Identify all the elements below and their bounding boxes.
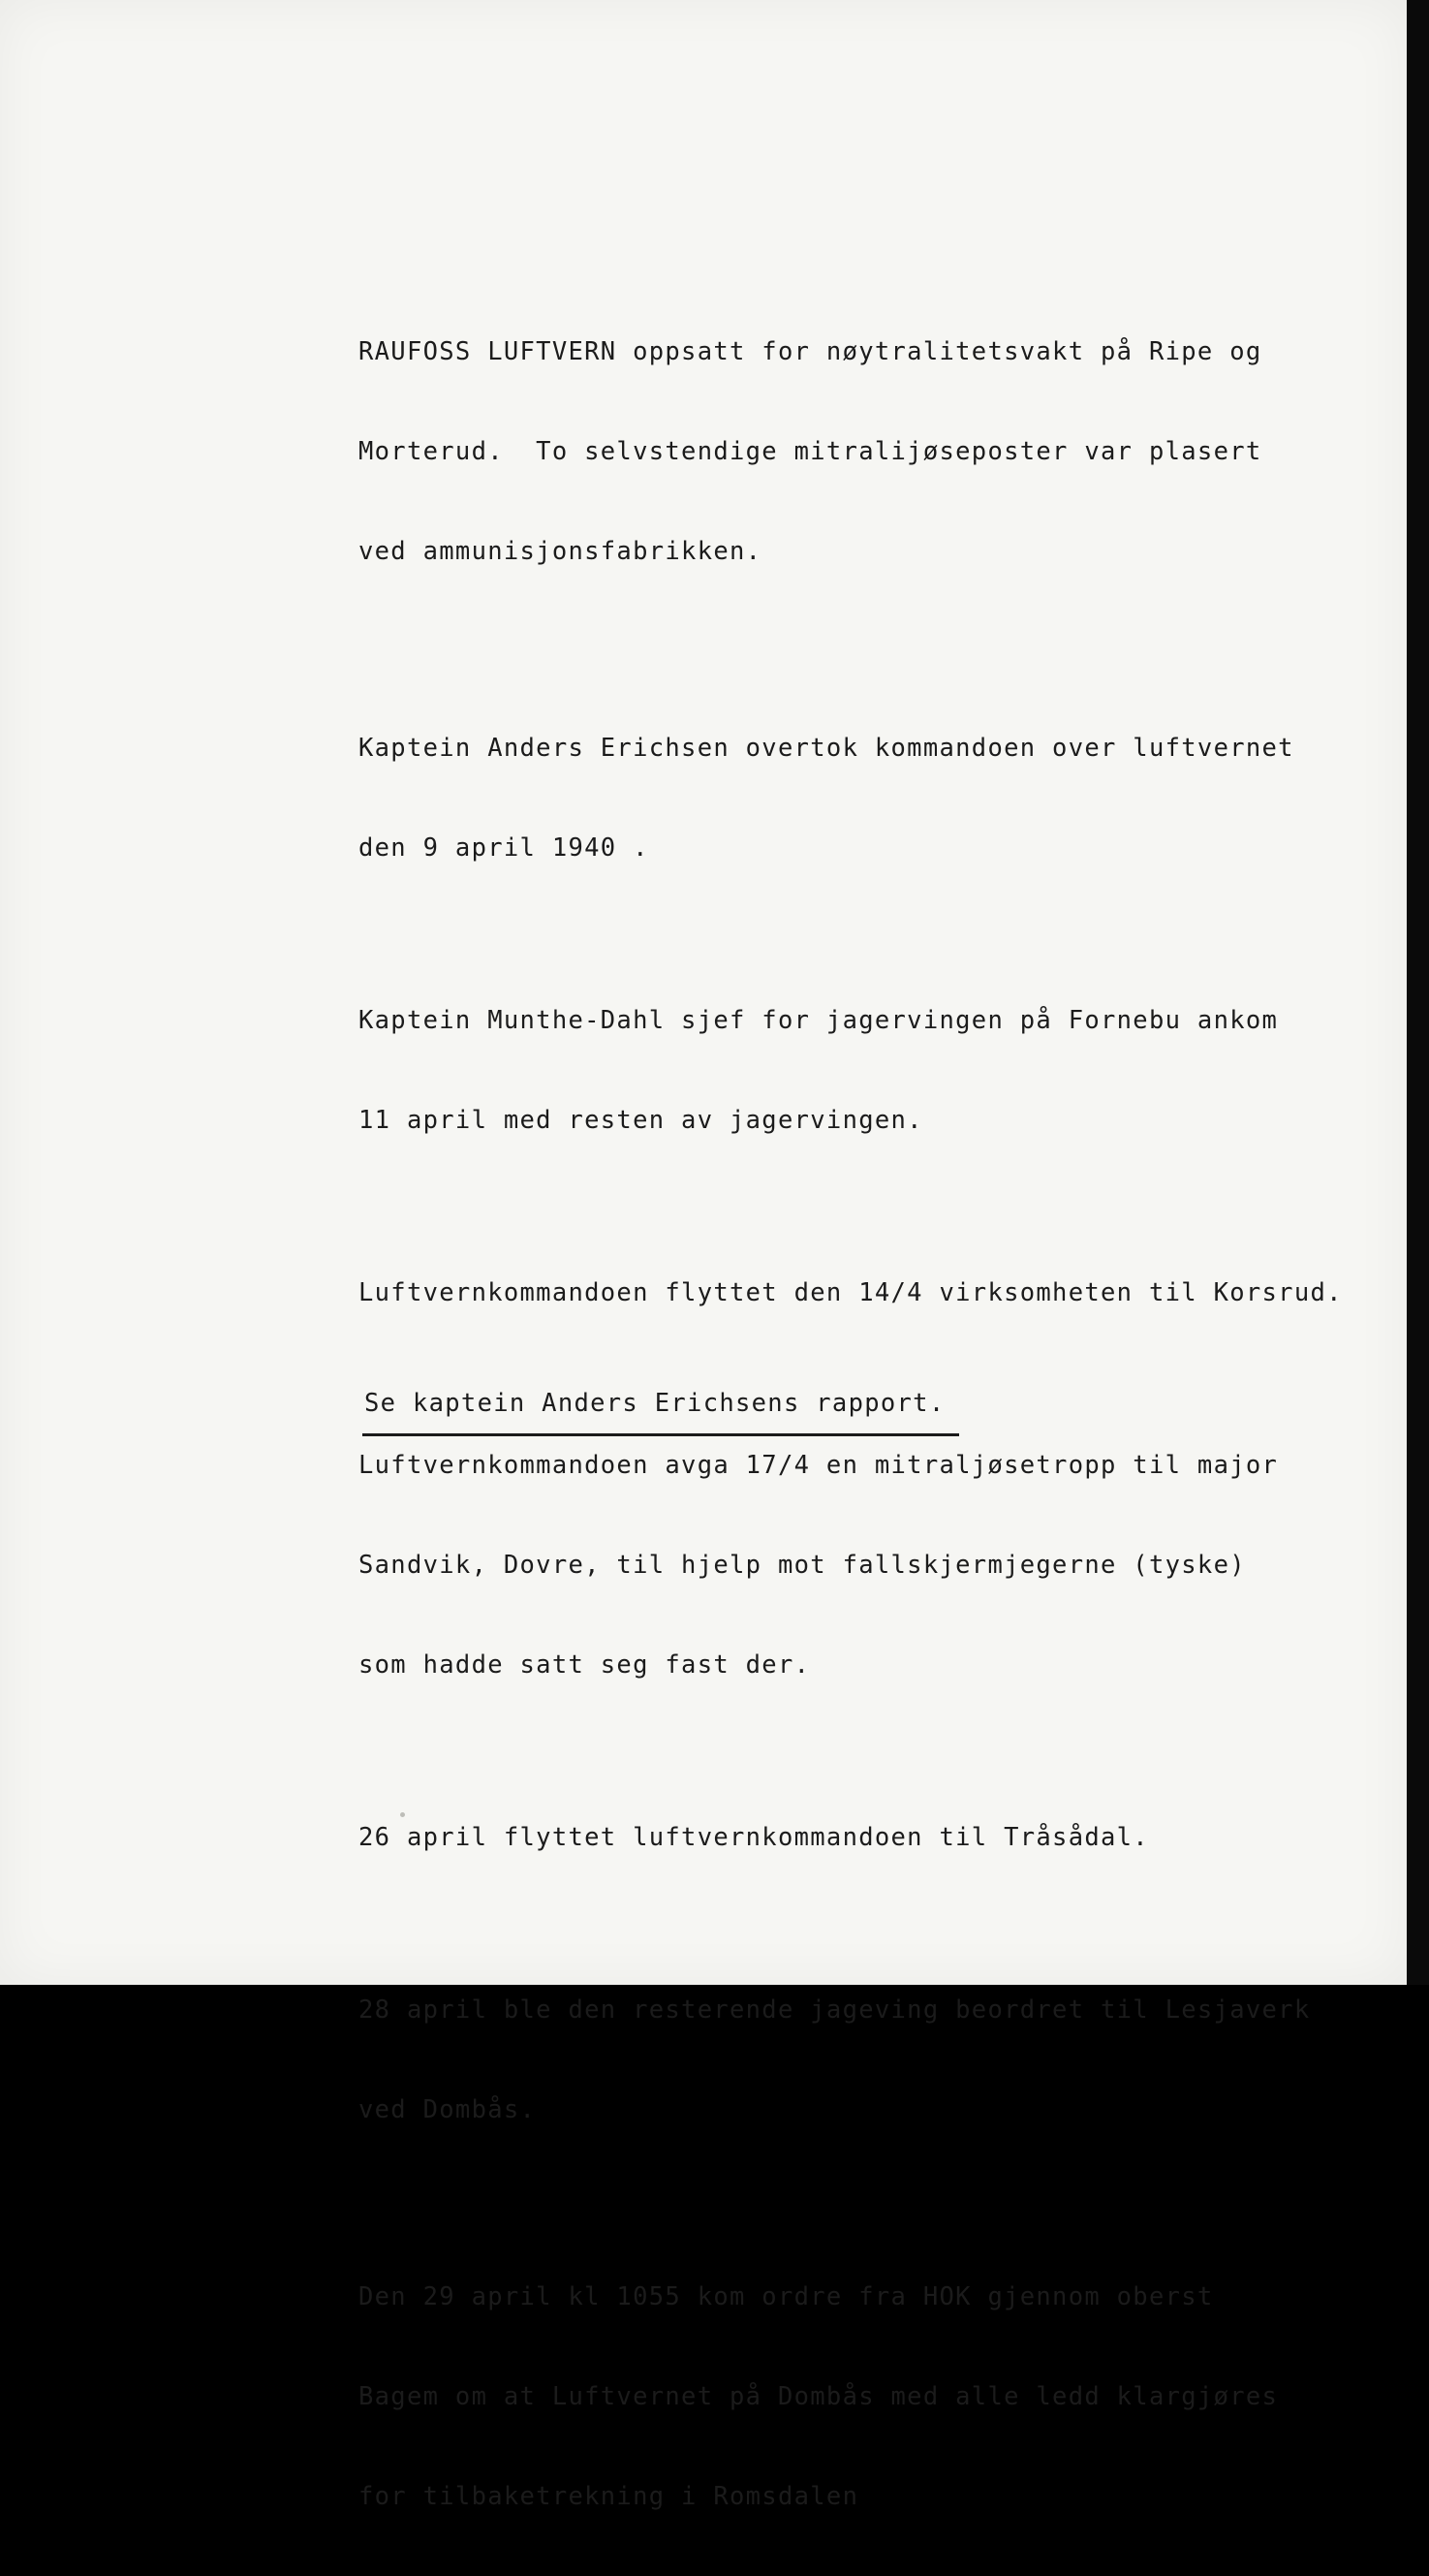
text-line: Sandvik, Dovre, til hjelp mot fallskjermjegerne (tyske) xyxy=(358,1551,1246,1580)
paragraph-korsrud xyxy=(358,1214,1385,1372)
text-line: Kaptein Munthe-Dahl sjef for jagervingen på Fornebu ankom xyxy=(358,1006,1279,1035)
text-line: ved Dombås. xyxy=(358,2095,537,2124)
text-line: for tilbaketrekning i Romsdalen xyxy=(358,2482,859,2511)
text-line: Luftvernkommandoen avga 17/4 en mitraljøsetropp til major xyxy=(358,1451,1279,1480)
text-line: ved ammunisjonsfabrikken. xyxy=(358,537,762,566)
text-line: Bagem om at Luftvernet på Dombås med alle ledd klargjøres xyxy=(358,2382,1279,2411)
paragraph-hok-ordre xyxy=(358,2218,1385,2576)
text-line: Morterud. To selvstendige mitralijøseposter var plasert xyxy=(358,437,1262,466)
typed-text-body xyxy=(358,273,1385,2576)
paragraph-trasadal xyxy=(358,1759,1385,1917)
paragraph-kaptein-erichsen xyxy=(358,670,1385,927)
paragraph-munthe-dahl xyxy=(358,942,1385,1200)
text-line: Den 29 april kl 1055 kom ordre fra HOK gjennom oberst xyxy=(358,2282,1214,2311)
paragraph-raufoss-luftvern xyxy=(358,273,1385,631)
text-line: Luftvernkommandoen flyttet den 14/4 virksomheten til Korsrud. xyxy=(358,1278,1343,1307)
footer-underline xyxy=(362,1433,959,1436)
text-line: som hadde satt seg fast der. xyxy=(358,1650,811,1680)
paper-speck xyxy=(400,1812,405,1817)
text-line: RAUFOSS LUFTVERN oppsatt for nøytralitetsvakt på Ripe og xyxy=(358,337,1262,366)
text-line: 28 april ble den resterende jageving beordret til Lesjaverk xyxy=(358,1995,1311,2025)
text-line: 11 april med resten av jagervingen. xyxy=(358,1106,923,1135)
paragraph-lesjaverk xyxy=(358,1932,1385,2189)
scan-edge xyxy=(1407,0,1429,1985)
footer-report-reference: Se kaptein Anders Erichsens rapport. xyxy=(364,1389,946,1418)
text-line: 26 april flyttet luftvernkommandoen til Tråsådal. xyxy=(358,1823,1149,1852)
paragraph-mitraljosetropp xyxy=(358,1387,1385,1744)
text-line: den 9 april 1940 . xyxy=(358,833,649,863)
text-line: Kaptein Anders Erichsen overtok kommandoen over luftvernet xyxy=(358,734,1294,763)
